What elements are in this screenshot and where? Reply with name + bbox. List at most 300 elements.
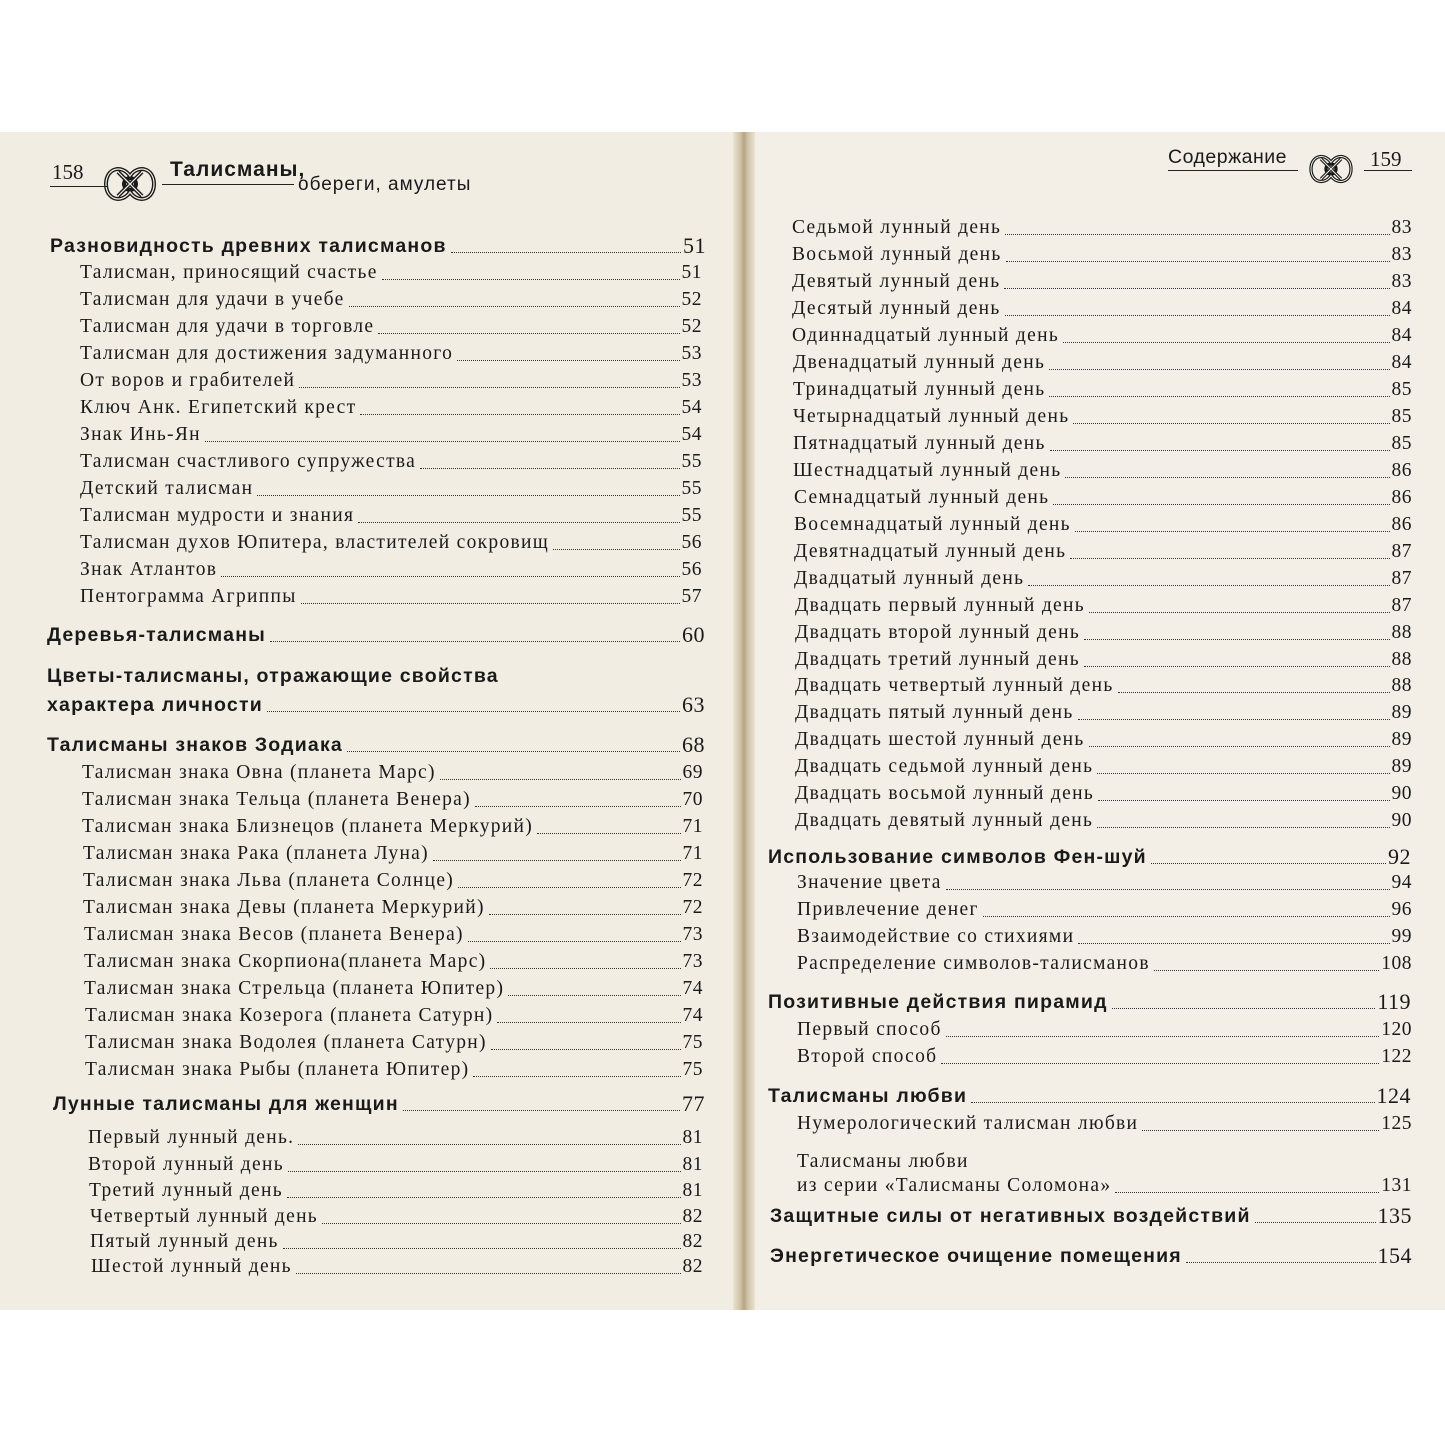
toc-entry-page: 88 [1391,649,1412,670]
page-number-left: 158 [52,160,84,184]
dot-leader [433,860,681,861]
toc-entry[interactable] [795,622,1412,644]
toc-entry-label: Первый способ [797,1019,942,1040]
toc-entry[interactable] [47,734,705,756]
header-rule [1168,170,1298,171]
toc-entry-label: Талисман для удачи в учебе [80,289,345,310]
toc-entry-page: 85 [1391,406,1412,427]
dot-leader [946,1036,1380,1037]
toc-entry-label: Одиннадцатый лунный день [792,325,1060,346]
toc-entry-page: 77 [682,1091,705,1116]
dot-leader [1073,423,1389,424]
dot-leader [1089,612,1390,613]
toc-entry[interactable] [768,1085,1411,1107]
toc-entry[interactable] [797,899,1412,921]
toc-entry-label: Ключ Анк. Египетский крест [80,397,357,418]
toc-entry-page: 120 [1381,1019,1412,1040]
toc-entry[interactable] [91,1256,703,1278]
toc-entry-page: 99 [1391,926,1412,947]
dot-leader [946,889,1390,890]
toc-entry[interactable] [80,451,702,473]
dot-leader [298,1144,680,1145]
toc-entry-label: Знак Атлантов [80,559,218,580]
toc-entry[interactable] [88,1154,703,1176]
toc-entry-page: 51 [683,233,706,258]
dot-leader [1065,477,1389,478]
toc-entry-label: Двадцать четвертый лунный день [795,675,1114,696]
toc-entry-label: Взаимодействие со стихиями [797,926,1075,947]
dot-leader [457,360,679,361]
toc-entry-page: 86 [1391,487,1412,508]
toc-entry-page: 96 [1391,899,1412,920]
toc-entry[interactable] [83,870,703,892]
dot-leader [1028,585,1389,586]
toc-entry[interactable] [85,1005,703,1027]
dot-leader [468,941,681,942]
dot-leader [1075,531,1390,532]
toc-entry[interactable] [795,675,1412,697]
toc-entry[interactable] [797,926,1412,948]
toc-entry-label: Энергетическое очищение помещения [770,1245,1182,1267]
dot-leader [360,414,679,415]
toc-entry[interactable] [795,595,1412,617]
toc-entry-label: Восемнадцатый лунный день [794,514,1071,535]
toc-entry-label: Двадцать девятый лунный день [795,810,1094,831]
toc-entry[interactable] [793,460,1412,482]
toc-entry-page: 83 [1391,217,1412,238]
toc-entry-page: 74 [682,1005,703,1026]
toc-entry-label: характера личности [47,694,263,716]
running-title: Содержание [1168,146,1287,168]
dot-leader [491,1049,681,1050]
toc-entry-page: 60 [682,622,705,647]
toc-entry-page: 57 [681,586,702,607]
toc-entry-label: Талисманы любви [768,1085,968,1107]
toc-entry-page: 119 [1377,989,1411,1014]
dot-leader [451,252,681,253]
dot-leader [983,916,1390,917]
dot-leader [1089,746,1390,747]
toc-entry-label-line1: Цветы-талисманы, отражающие свойства [47,665,499,687]
toc-entry[interactable] [797,1019,1412,1041]
dot-leader [1005,315,1390,316]
dot-leader [1006,261,1390,262]
toc-entry-label: От воров и грабителей [80,370,296,391]
toc-entry[interactable] [795,729,1412,751]
toc-entry[interactable] [85,1032,703,1054]
dot-leader [299,387,679,388]
toc-entry[interactable] [797,872,1412,894]
dot-leader [205,441,680,442]
dot-leader [358,522,679,523]
toc-entry-label: Талисман знака Девы (планета Меркурий) [83,897,485,918]
toc-entry-page: 51 [681,262,702,283]
toc-entry-page: 94 [1391,872,1412,893]
toc-entry-label: Талисман для удачи в торговле [80,316,375,337]
celtic-knot-icon [98,154,162,214]
toc-entry-page: 72 [682,870,703,891]
toc-entry-label: Талисман, приносящий счастье [80,262,378,283]
toc-entry-label: Талисман знака Рака (планета Луна) [83,843,429,864]
toc-entry[interactable] [82,816,703,838]
toc-entry-page: 90 [1391,783,1412,804]
toc-entry[interactable] [80,343,702,365]
dot-leader [403,1110,680,1111]
toc-entry-label: Двадцать первый лунный день [795,595,1085,616]
dot-leader [490,968,680,969]
toc-entry[interactable] [83,843,703,865]
toc-entry[interactable] [792,244,1412,266]
toc-entry[interactable] [768,846,1411,868]
toc-entry-page: 53 [681,370,702,391]
dot-leader [283,1248,681,1249]
toc-entry[interactable] [792,271,1412,293]
toc-entry-label: Талисман счастливого супружества [80,451,417,472]
toc-entry-label: Двадцать седьмой лунный день [795,756,1094,777]
toc-entry[interactable] [797,1046,1412,1068]
dot-leader [1004,288,1389,289]
toc-entry[interactable] [794,514,1412,536]
toc-entry-page: 82 [682,1256,703,1277]
toc-entry[interactable] [80,262,702,284]
toc-entry-label: Десятый лунный день [792,298,1001,319]
toc-entry-label: Распределение символов-талисманов [797,953,1150,974]
dot-leader [378,333,679,334]
toc-entry-page: 108 [1381,953,1412,974]
toc-entry[interactable] [80,370,702,392]
toc-entry-page: 55 [681,451,702,472]
toc-entry[interactable] [84,951,703,973]
dot-leader [221,576,679,577]
toc-entry[interactable] [82,789,703,811]
toc-entry-page: 63 [682,692,705,717]
dot-leader [382,279,680,280]
toc-entry-page: 90 [1391,810,1412,831]
running-title-line1: Талисманы, [170,158,306,181]
toc-entry[interactable] [80,289,702,311]
toc-entry[interactable] [794,541,1412,563]
toc-entry[interactable] [770,1205,1412,1227]
dot-leader [1142,1130,1379,1131]
toc-entry-label: Защитные силы от негативных воздействий [770,1205,1251,1227]
dot-leader [1255,1222,1376,1223]
toc-entry[interactable] [792,298,1412,320]
toc-entry-label: Четвертый лунный день [90,1206,318,1227]
toc-entry[interactable] [80,559,702,581]
toc-entry-page: 89 [1391,756,1412,777]
toc-entry-label: Нумерологический талисман любви [797,1113,1139,1134]
dot-leader [553,549,679,550]
toc-entry-label: Второй способ [797,1046,938,1067]
toc-entry-label: Двадцать пятый лунный день [795,702,1074,723]
dot-leader [1084,639,1389,640]
dot-leader [1070,558,1389,559]
toc-entry-label: из серии «Талисманы Соломона» [797,1175,1112,1196]
toc-entry-page: 54 [681,424,702,445]
header-rule [162,184,294,185]
toc-entry-label: Двадцатый лунный день [794,568,1025,589]
toc-entry-label: Шестой лунный день [91,1256,292,1277]
toc-entry-page: 84 [1391,352,1412,373]
dot-leader [288,1171,681,1172]
toc-entry[interactable] [793,406,1412,428]
toc-entry-label: Восьмой лунный день [792,244,1002,265]
toc-entry-label: Пятый лунный день [90,1231,279,1252]
toc-entry-label: Двадцать третий лунный день [795,649,1080,670]
dot-leader [1005,234,1389,235]
toc-entry[interactable] [80,397,702,419]
toc-entry-label: Талисман духов Юпитера, властителей сокровищ [80,532,550,553]
toc-entry-page: 135 [1377,1203,1412,1228]
dot-leader [1112,1008,1376,1009]
toc-entry-label: Третий лунный день [89,1180,283,1201]
toc-entry[interactable] [50,235,706,257]
dot-leader [458,887,680,888]
toc-entry-label: Второй лунный день [88,1154,284,1175]
toc-entry-label: Седьмой лунный день [792,217,1002,238]
toc-entry[interactable] [84,978,703,1000]
dot-leader [1078,719,1390,720]
toc-entry[interactable] [797,1113,1412,1135]
toc-entry-page: 124 [1376,1083,1411,1108]
toc-entry-page: 86 [1391,460,1412,481]
dot-leader [349,306,680,307]
toc-entry-page: 73 [682,951,703,972]
toc-entry-label: Позитивные действия пирамид [768,991,1108,1013]
toc-entry-page: 85 [1391,379,1412,400]
toc-entry[interactable] [80,505,702,527]
toc-entry[interactable] [770,1245,1412,1267]
toc-entry[interactable] [792,325,1412,347]
toc-entry-page: 56 [681,532,702,553]
dot-leader [1154,970,1379,971]
dot-leader [296,1273,681,1274]
toc-entry[interactable] [793,352,1412,374]
toc-entry-label: Талисман знака Весов (планета Венера) [84,924,464,945]
dot-leader [1078,943,1389,944]
dot-leader [322,1223,681,1224]
toc-entry-page: 71 [682,843,703,864]
toc-entry[interactable] [793,379,1412,401]
toc-entry-label: Детский талисман [80,478,254,499]
toc-entry-label: Разновидность древних талисманов [50,235,447,257]
dot-leader [267,711,680,712]
toc-entry-label: Четырнадцатый лунный день [793,406,1070,427]
dot-leader [1186,1262,1376,1263]
toc-entry-page: 52 [681,316,702,337]
page-number-right: 159 [1370,147,1402,171]
toc-entry-label: Тринадцатый лунный день [793,379,1046,400]
toc-entry[interactable] [85,1059,703,1081]
toc-entry[interactable] [90,1231,703,1253]
toc-entry-page: 75 [682,1059,703,1080]
toc-entry-page: 87 [1391,541,1412,562]
toc-entry[interactable] [795,702,1412,724]
toc-entry-page: 84 [1391,298,1412,319]
toc-entry[interactable] [797,953,1412,975]
toc-entry-label: Пятнадцатый лунный день [793,433,1046,454]
dot-leader [971,1102,1374,1103]
dot-leader [347,751,680,752]
toc-entry[interactable] [794,487,1412,509]
toc-entry[interactable] [793,433,1412,455]
toc-entry[interactable] [80,586,702,608]
toc-entry-page: 125 [1381,1113,1412,1134]
dot-leader [537,833,680,834]
toc-entry-label: Значение цвета [797,872,942,893]
toc-entry-label: Привлечение денег [797,899,979,920]
dot-leader [1098,800,1389,801]
toc-entry[interactable] [795,783,1412,805]
celtic-knot-icon [1298,144,1364,194]
toc-entry[interactable] [80,478,702,500]
dot-leader [1115,1192,1379,1193]
dot-leader [1049,396,1389,397]
dot-leader [440,779,681,780]
toc-entry-page: 56 [681,559,702,580]
toc-entry[interactable] [792,217,1412,239]
toc-entry-label: Талисманы знаков Зодиака [47,734,343,756]
toc-entry-label: Использование символов Фен-шуй [768,846,1147,868]
toc-entry-page: 74 [682,978,703,999]
toc-entry[interactable] [794,568,1412,590]
toc-entry-page: 69 [682,762,703,783]
toc-entry-page: 85 [1391,433,1412,454]
toc-entry-label: Пентограмма Агриппы [80,586,297,607]
toc-entry-page: 122 [1381,1046,1412,1067]
toc-entry-label: Семнадцатый лунный день [794,487,1050,508]
toc-entry[interactable] [795,810,1412,832]
toc-entry-page: 92 [1388,844,1411,869]
toc-entry[interactable] [80,424,702,446]
toc-entry[interactable] [47,624,705,646]
toc-entry[interactable] [82,762,703,784]
toc-entry-label: Талисман знака Козерога (планета Сатурн) [85,1005,494,1026]
toc-entry[interactable] [90,1206,703,1228]
toc-entry-label: Талисман знака Скорпиона(планета Марс) [84,951,487,972]
toc-entry-page: 54 [681,397,702,418]
toc-entry-label: Талисман знака Стрельца (планета Юпитер) [84,978,505,999]
toc-entry-page: 75 [682,1032,703,1053]
toc-entry-page: 70 [682,789,703,810]
toc-entry-page: 53 [681,343,702,364]
toc-entry-label: Лунные талисманы для женщин [53,1093,399,1115]
toc-entry-page: 89 [1391,702,1412,723]
dot-leader [473,1076,680,1077]
dot-leader [287,1197,681,1198]
toc-entry[interactable] [768,991,1411,1013]
dot-leader [1049,369,1389,370]
toc-entry-page: 84 [1391,325,1412,346]
dot-leader [1084,666,1390,667]
dot-leader [508,995,680,996]
toc-entry-page: 83 [1391,244,1412,265]
toc-entry-label: Двадцать второй лунный день [795,622,1081,643]
toc-entry-label: Первый лунный день. [88,1127,295,1148]
toc-entry-page: 73 [682,924,703,945]
toc-entry-label: Девятнадцатый лунный день [794,541,1067,562]
toc-entry-label: Талисман знака Овна (планета Марс) [82,762,436,783]
toc-entry-label: Талисман знака Близнецов (планета Меркурий) [82,816,534,837]
toc-entry-page: 131 [1381,1175,1412,1196]
toc-entry-page: 86 [1391,514,1412,535]
toc-entry-page: 55 [681,478,702,499]
toc-entry-page: 88 [1391,675,1412,696]
dot-leader [1053,504,1389,505]
toc-entry-label: Талисман мудрости и знания [80,505,355,526]
toc-entry[interactable] [53,1093,705,1115]
dot-leader [301,603,680,604]
toc-entry-label: Деревья-талисманы [47,624,267,646]
toc-entry[interactable] [797,1175,1412,1197]
toc-entry-page: 52 [681,289,702,310]
toc-entry-page: 68 [682,732,705,757]
toc-entry[interactable] [83,897,703,919]
dot-leader [475,806,681,807]
toc-entry-page: 83 [1391,271,1412,292]
toc-entry-label: Двадцать шестой лунный день [795,729,1085,750]
toc-entry[interactable] [795,756,1412,778]
toc-entry-page: 82 [682,1231,703,1252]
toc-entry-page: 87 [1391,595,1412,616]
dot-leader [1151,863,1386,864]
toc-entry-label: Двадцать восьмой лунный день [795,783,1095,804]
dot-leader [420,468,679,469]
toc-entry-label: Двенадцатый лунный день [793,352,1046,373]
toc-entry-page: 81 [682,1154,703,1175]
toc-entry-label: Талисман знака Тельца (планета Венера) [82,789,471,810]
toc-entry-page: 55 [681,505,702,526]
dot-leader [1050,450,1390,451]
toc-entry[interactable] [80,532,702,554]
toc-entry-page: 72 [682,897,703,918]
book-gutter [733,132,755,1310]
dot-leader [1097,773,1389,774]
toc-entry[interactable] [89,1180,703,1202]
dot-leader [941,1063,1379,1064]
toc-entry-label: Шестнадцатый лунный день [793,460,1062,481]
toc-entry-label: Талисман знака Рыбы (планета Юпитер) [85,1059,470,1080]
toc-entry-page: 154 [1377,1243,1412,1268]
toc-entry-label: Талисман для достижения задуманного [80,343,454,364]
dot-leader [497,1022,680,1023]
toc-entry-label: Девятый лунный день [792,271,1001,292]
toc-entry-page: 89 [1391,729,1412,750]
header-rule [1364,170,1412,171]
toc-entry-page: 71 [682,816,703,837]
toc-entry[interactable] [80,316,702,338]
dot-leader [1063,342,1389,343]
dot-leader [1118,692,1390,693]
toc-entry[interactable] [84,924,703,946]
toc-entry[interactable] [795,649,1412,671]
dot-leader [270,641,680,642]
toc-entry-page: 81 [682,1127,703,1148]
toc-entry[interactable] [47,694,705,716]
toc-entry-label-line1: Талисманы любви [797,1151,969,1172]
toc-entry-label: Талисман знака Льва (планета Солнце) [83,870,455,891]
header-rule [50,186,108,187]
dot-leader [489,914,681,915]
running-title-line2: обереги, амулеты [298,174,472,195]
toc-entry[interactable] [88,1127,703,1149]
toc-entry-label: Талисман знака Водолея (планета Сатурн) [85,1032,487,1053]
toc-entry-label: Знак Инь-Ян [80,424,201,445]
dot-leader [257,495,679,496]
toc-entry-page: 87 [1391,568,1412,589]
dot-leader [1097,827,1389,828]
toc-entry-page: 81 [682,1180,703,1201]
